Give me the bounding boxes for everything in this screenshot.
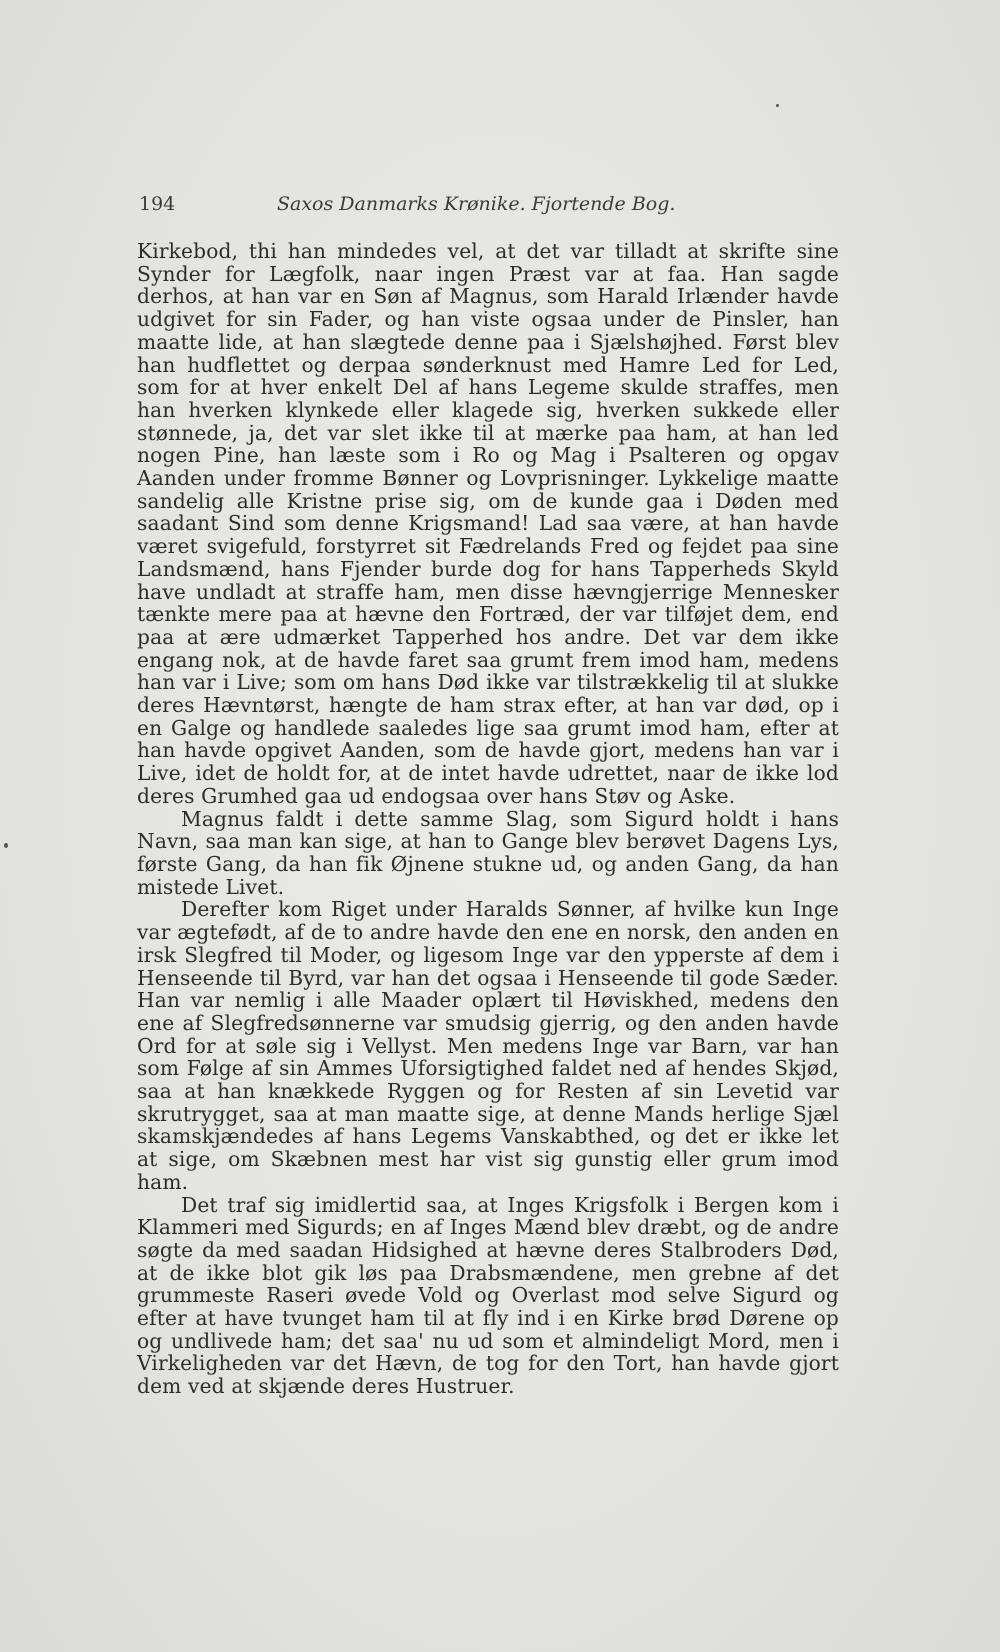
running-title: Saxos Danmarks Krønike. Fjortende Bog. [277, 193, 676, 215]
running-head [139, 193, 699, 215]
paragraph: Kirkebod, thi han mindedes vel, at det var tilladt at skrifte sine Synder for Lægfolk, naar ingen Præst var at faa. Han sagde derhos, at han var en Søn af Magnus, som Harald Irlænder havde udgivet for sin Fader, og han viste ogsaa under de Pinsler, han maatte lide, at han slægtede denne paa i Sjælshøjhed. Først blev han hudflettet og derpaa sønderknust med Hamre Led for Led, som for at hver enkelt Del af hans Legeme skulde straffes, men han hverken klynkede eller klagede sig, hverken sukkede eller stønnede, ja, det var slet ikke til at mærke paa ham, at han led nogen Pine, han læste som i Ro og Mag i Psalteren og opgav Aanden under fromme Bønner og Lovprisninger. Lykkelige maatte sandelig alle Kristne prise sig, om de kunde gaa i Døden med saadant Sind som denne Krigsmand! Lad saa være, at han havde været svigefuld, forstyrret sit Fædrelands Fred og fejdet paa sine Landsmænd, hans Fjender burde dog for hans Tapperheds Skyld have undladt at straffe ham, men disse hævngjerrige Mennesker tænkte mere paa at hævne den Fortræd, der var tilføjet dem, end paa at ære udmærket Tapperhed hos andre. Det var dem ikke engang nok, at de havde faret saa grumt frem imod ham, medens han var i Live; som om hans Død ikke var tilstrækkelig til at slukke deres Hævntørst, hængte de ham strax efter, at han var død, op i en Galge og handlede saaledes lige saa grumt imod ham, efter at han havde opgivet Aanden, som de havde gjort, medens han var i Live, idet de holdt for, at de intet havde udrettet, naar de ikke lod deres Grumhed gaa ud endogsaa over hans Støv og Aske. [137, 239, 839, 808]
paragraph: Magnus faldt i dette samme Slag, som Sigurd holdt i hans Navn, saa man kan sige, at han to Gange blev berøvet Dagens Lys, første Gang, da han fik Øjnene stukne ud, og anden Gang, da han mistede Livet. [137, 806, 839, 899]
paragraph: Derefter kom Riget under Haralds Sønner, af hvilke kun Inge var ægtefødt, af de to andre havde den ene en norsk, den anden en irsk Slegfred til Moder, og ligesom Inge var den ypperste af dem i Henseende til Byrd, var han det ogsaa i Henseende til gode Sæder. Han var nemlig i alle Maader oplært til Høviskhed, medens den ene af Slegfredsønnerne var smudsig gjerrig, og den anden havde Ord for at søle sig i Vellyst. Men medens Inge var Barn, var han som Følge af sin Ammes Uforsigtighed faldet ned af hendes Skjød, saa at han knækkede Ryggen og for Resten af sin Levetid var skrutrygget, saa at man maatte sige, at denne Mands herlige Sjæl skamskjændedes af hans Legems Vanskabthed, og det er ikke let at sige, om Skæbnen mest har vist sig gunstig eller grum imod ham. [137, 897, 839, 1194]
paragraph: Det traf sig imidlertid saa, at Inges Krigsfolk i Bergen kom i Klammeri med Sigurds; en af Inges Mænd blev dræbt, og de andre søgte da med saadan Hidsighed at hævne deres Stalbroders Død, at de ikke blot gik løs paa Drabsmændene, men grebne af det grummeste Raseri øvede Vold og Overlast mod selve Sigurd og efter at have tvunget ham til at fly ind i en Kirke brød Dørene op og undlivede ham; det saa' nu ud som et almindeligt Mord, men i Virkeligheden var det Hævn, de tog for den Tort, han havde gjort dem ved at skjænde deres Hustruer. [137, 1192, 839, 1399]
body-text [137, 240, 839, 1398]
paper-speck [4, 843, 8, 848]
paper-speck [776, 104, 779, 107]
page-number: 194 [139, 193, 176, 215]
